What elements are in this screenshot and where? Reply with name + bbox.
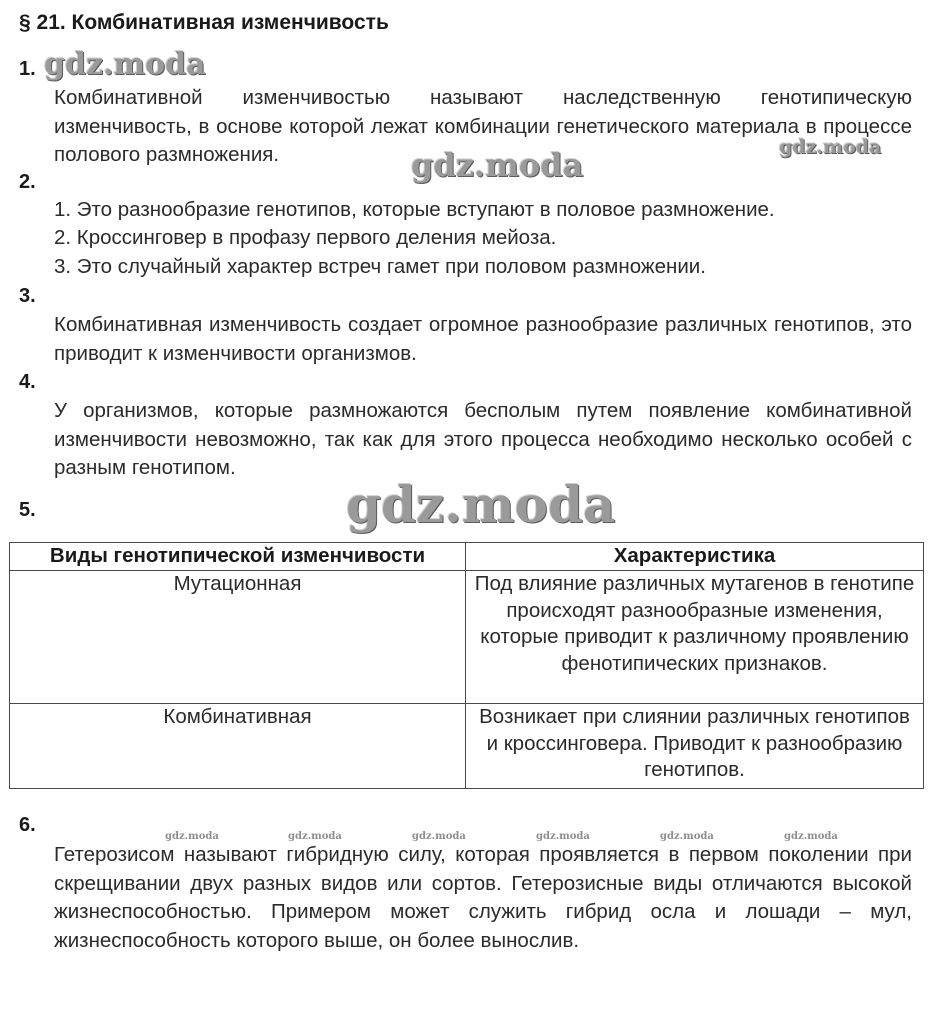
- question-number-2: 2.: [19, 171, 36, 193]
- table-row: [10, 704, 924, 789]
- watermark-small: gdz.moda: [412, 831, 466, 842]
- table-cell-type: Мутационная: [10, 571, 466, 704]
- answer-2-item-1: 1. Это разнообразие генотипов, которые вступают в половое размножение.: [54, 198, 775, 221]
- table-header-characteristic: Характеристика: [466, 543, 924, 571]
- watermark-logo: gdz.moda: [411, 146, 584, 184]
- watermark-logo: gdz.moda: [44, 47, 206, 82]
- answer-3-text: Комбинативная изменчивость создает огромное разнообразие различных генотипов, это приводит к изменчивости организмов.: [54, 313, 912, 365]
- question-number-4: 4.: [19, 371, 36, 393]
- answer-2-item-2: 2. Кроссинговер в профазу первого деления мейоза.: [54, 226, 557, 249]
- question-number-6: 6.: [19, 814, 36, 836]
- watermark-small: gdz.moda: [536, 831, 590, 842]
- table-header-row: [10, 543, 924, 571]
- table-cell-type: Комбинативная: [10, 704, 466, 789]
- question-number-1: 1.: [19, 58, 36, 80]
- table-row: [10, 571, 924, 704]
- answer-1-text: Комбинативной изменчивостью называют наследственную генотипическую изменчивость, в основе которой лежат комбинации генетического материала в процессе полового размножения.: [54, 86, 912, 166]
- question-number-3: 3.: [19, 285, 36, 307]
- watermark-small: gdz.moda: [784, 831, 838, 842]
- question-number-5: 5.: [19, 499, 36, 521]
- variability-table: [9, 542, 924, 789]
- table-header-types: Виды генотипической изменчивости: [10, 543, 466, 571]
- answer-4-text: У организмов, которые размножаются бесполым путем появление комбинативной изменчивости невозможно, так как для этого процесса необходимо несколько особей с разным генотипом.: [54, 399, 912, 479]
- watermark-logo: gdz.moda: [346, 475, 616, 534]
- watermark-small: gdz.moda: [288, 831, 342, 842]
- answer-6-text: Гетерозисом называют гибридную силу, которая проявляется в первом поколении при скрещивании двух разных видов или сортов. Гетерозисные виды отличаются высокой жизнеспособностью. Примером может служить гибрид осла и лошади – мул, жизнеспособность которого выше, он более вынослив.: [54, 843, 912, 952]
- page-title: § 21. Комбинативная изменчивость: [19, 11, 389, 34]
- watermark-small: gdz.moda: [660, 831, 714, 842]
- answer-2-item-3: 3. Это случайный характер встреч гамет при половом размножении.: [54, 255, 706, 278]
- watermark-small: gdz.moda: [165, 831, 219, 842]
- table-cell-characteristic: Под влияние различных мутагенов в генотипе происходят разнообразные изменения, которые приводит к различному проявлению фенотипических признаков.: [466, 571, 924, 704]
- table-cell-characteristic: Возникает при слиянии различных генотипов и кроссинговера. Приводит к разнообразию генотипов.: [466, 704, 924, 789]
- watermark-logo: gdz.moda: [779, 136, 882, 158]
